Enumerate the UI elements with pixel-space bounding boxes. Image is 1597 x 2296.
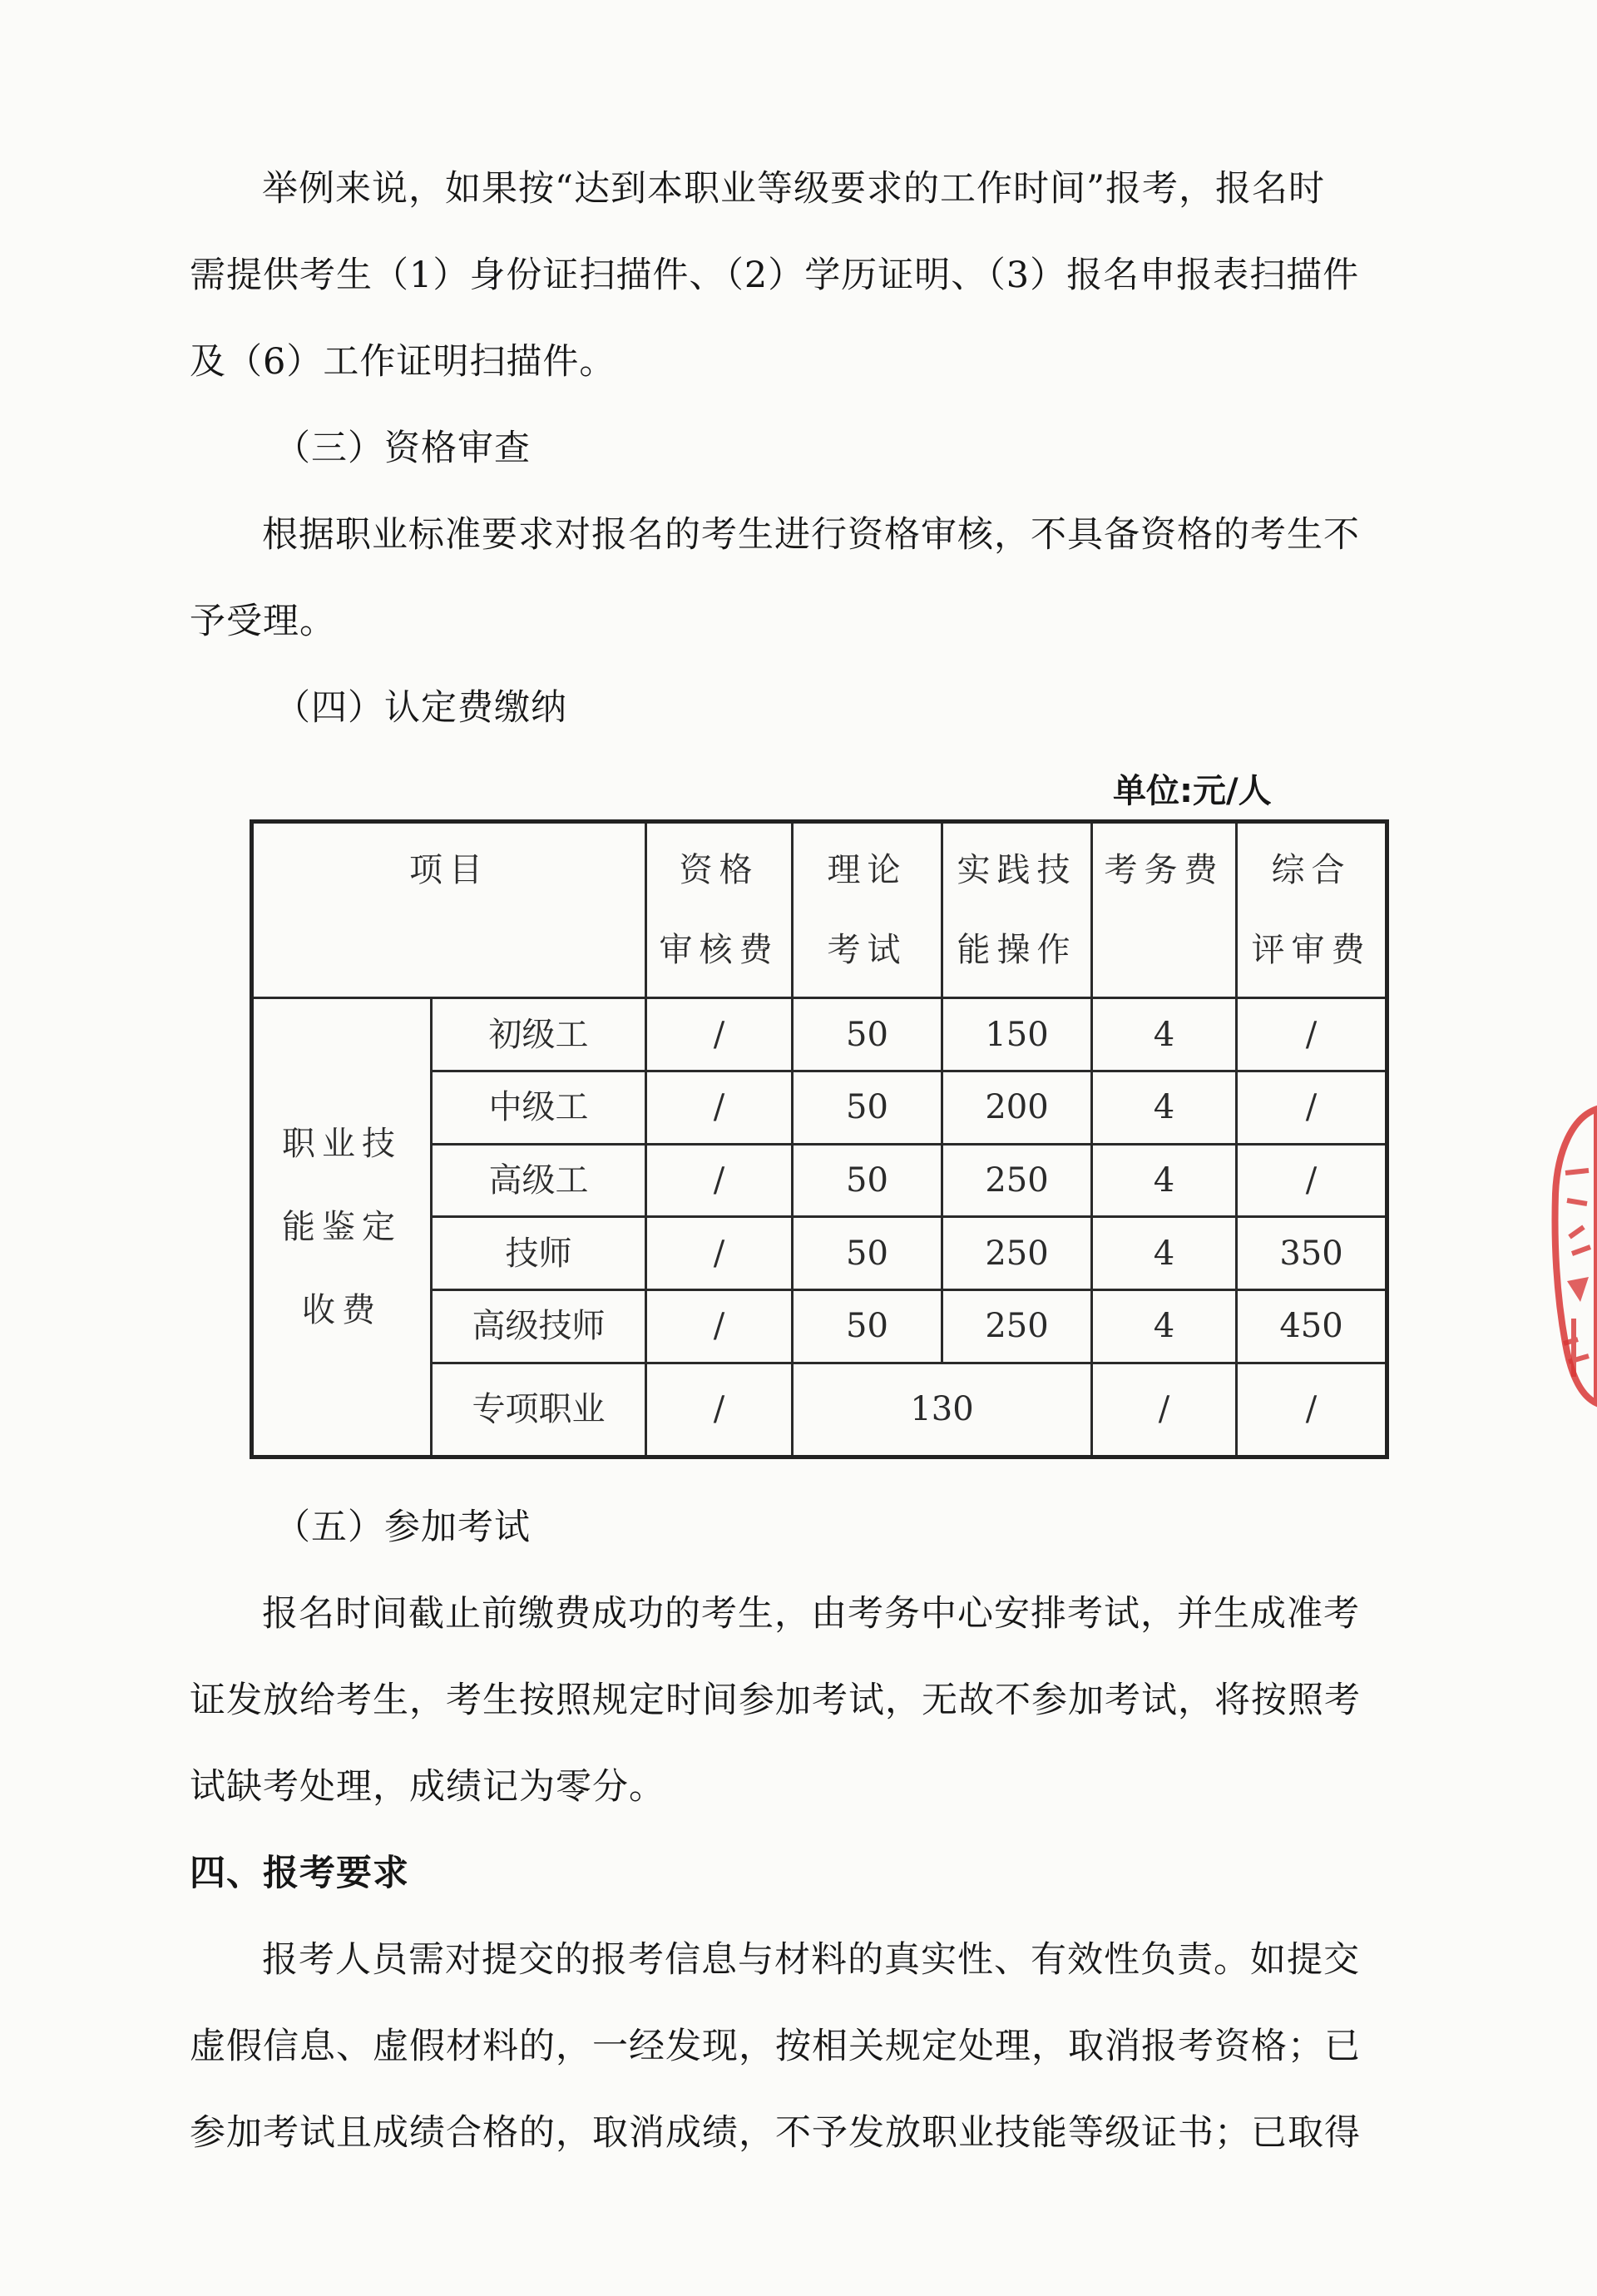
- level-cell: 初级工: [432, 998, 646, 1071]
- left-label-cell: [252, 998, 432, 1457]
- header-review: [1237, 822, 1387, 998]
- table-row: [252, 998, 1387, 1071]
- practice-cell: 250: [942, 1144, 1092, 1217]
- header-practice-line2: 能操作: [957, 931, 1077, 970]
- left-label-line2: 能鉴定: [282, 1208, 402, 1247]
- level-cell: 高级工: [432, 1144, 646, 1217]
- header-theory-line2: 考试: [827, 931, 907, 970]
- exam-cell: 4: [1092, 1217, 1237, 1290]
- section-heading-4-requirements: 四、报考要求: [190, 1853, 409, 1894]
- review-cell: /: [1237, 1144, 1387, 1217]
- paragraph-line: 证发放给考生，考生按照规定时间参加考试，无故不参加考试，将按照考: [190, 1680, 1361, 1721]
- exam-cell: /: [1092, 1363, 1237, 1457]
- paragraph-line: 报考人员需对提交的报考信息与材料的真实性、有效性负责。如提交: [262, 1939, 1360, 1981]
- table-header-row: [252, 822, 1387, 998]
- header-qualification-line1: 资格: [679, 851, 759, 890]
- paragraph-line: 试缺考处理，成绩记为零分。: [190, 1766, 665, 1808]
- header-review-line2: 评审费: [1251, 931, 1372, 970]
- qualification-cell: /: [646, 1290, 793, 1363]
- section-heading-3: （三）资格审查: [274, 428, 531, 469]
- level-cell: 专项职业: [432, 1363, 646, 1457]
- header-review-line1: 综合: [1271, 851, 1352, 890]
- review-cell: /: [1237, 1071, 1387, 1144]
- paragraph-line: 报名时间截止前缴费成功的考生，由考务中心安排考试，并生成准考: [262, 1593, 1360, 1635]
- header-practice-line1: 实践技: [957, 851, 1077, 890]
- paragraph-line: 参加考试且成绩合格的，取消成绩，不予发放职业技能等级证书；已取得: [190, 2112, 1361, 2154]
- header-practice: [942, 822, 1092, 998]
- qualification-cell: /: [646, 1363, 793, 1457]
- review-cell: /: [1237, 998, 1387, 1071]
- combined-fee-cell: 130: [793, 1363, 1092, 1457]
- level-cell: 中级工: [432, 1071, 646, 1144]
- paragraph-line: 需提供考生（1）身份证扫描件、（2）学历证明、（3）报名申报表扫描件: [190, 255, 1360, 296]
- paragraph-line: 虚假信息、虚假材料的，一经发现，按相关规定处理，取消报考资格；已: [190, 2026, 1361, 2067]
- header-exam-service-label: 考务费: [1104, 851, 1224, 890]
- review-cell: /: [1237, 1363, 1387, 1457]
- practice-cell: 250: [942, 1290, 1092, 1363]
- review-cell: 350: [1237, 1217, 1387, 1290]
- qualification-cell: /: [646, 1071, 793, 1144]
- theory-cell: 50: [793, 1290, 942, 1363]
- exam-cell: 4: [1092, 1071, 1237, 1144]
- header-qualification-line2: 审核费: [659, 931, 779, 970]
- red-seal-fragment: [1549, 1094, 1597, 1410]
- header-exam-service: [1092, 822, 1237, 998]
- paragraph-line: 予受理。: [190, 601, 336, 642]
- header-theory: [793, 822, 942, 998]
- fee-table: [250, 819, 1389, 1459]
- qualification-cell: /: [646, 998, 793, 1071]
- header-theory-line1: 理论: [827, 851, 907, 890]
- left-label-line3: 收费: [302, 1291, 382, 1330]
- exam-cell: 4: [1092, 1144, 1237, 1217]
- paragraph-line: 及（6）工作证明扫描件。: [190, 341, 616, 383]
- paragraph-line: 根据职业标准要求对报名的考生进行资格审核，不具备资格的考生不: [262, 514, 1360, 556]
- exam-cell: 4: [1092, 998, 1237, 1071]
- paragraph-line: 举例来说，如果按“达到本职业等级要求的工作时间”报考，报名时: [262, 168, 1325, 210]
- section-heading-4: （四）认定费缴纳: [274, 687, 567, 729]
- fee-unit: 单位:元/人: [1113, 772, 1272, 810]
- practice-cell: 250: [942, 1217, 1092, 1290]
- theory-cell: 50: [793, 1071, 942, 1144]
- header-item-label: 项目: [409, 851, 489, 890]
- level-cell: 高级技师: [432, 1290, 646, 1363]
- header-item: [252, 822, 646, 998]
- review-cell: 450: [1237, 1290, 1387, 1363]
- section-heading-5: （五）参加考试: [274, 1507, 531, 1548]
- theory-cell: 50: [793, 998, 942, 1071]
- left-label-line1: 职业技: [282, 1125, 402, 1164]
- header-qualification: [646, 822, 793, 998]
- qualification-cell: /: [646, 1217, 793, 1290]
- level-cell: 技师: [432, 1217, 646, 1290]
- theory-cell: 50: [793, 1217, 942, 1290]
- qualification-cell: /: [646, 1144, 793, 1217]
- practice-cell: 150: [942, 998, 1092, 1071]
- exam-cell: 4: [1092, 1290, 1237, 1363]
- practice-cell: 200: [942, 1071, 1092, 1144]
- theory-cell: 50: [793, 1144, 942, 1217]
